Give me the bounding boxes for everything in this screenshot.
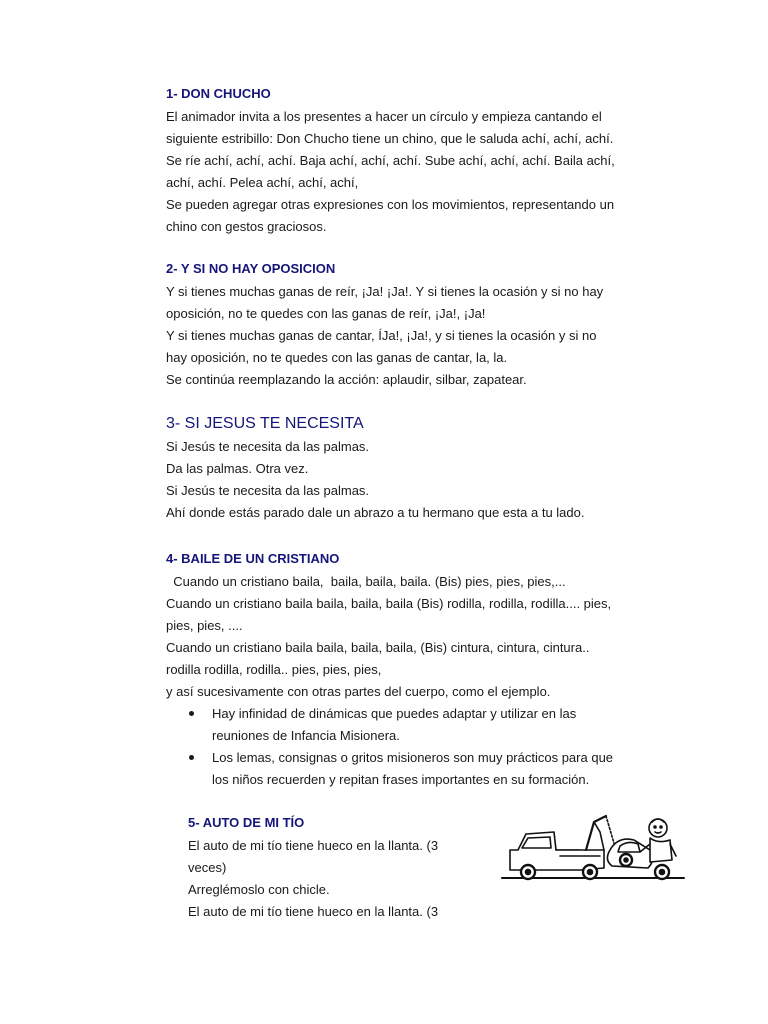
section-y-si-no-hay-oposicion <box>166 261 666 391</box>
text-line: y así sucesivamente con otras partes del cuerpo, como el ejemplo. <box>166 684 551 699</box>
text-line: siguiente estribillo: Don Chucho tiene un chino, que le saluda achí, achí, achí. <box>166 131 614 146</box>
text-line: Hay infinidad de dinámicas que puedes adaptar y utilizar en las <box>212 706 577 721</box>
text-line: hay oposición, no te quedes con las ganas de cantar, la, la. <box>166 350 508 365</box>
text-line: Y si tienes muchas ganas de cantar, ÍJa!, ¡Ja!, y si tienes la ocasión y si no <box>166 328 597 343</box>
text-line: Se continúa reemplazando la acción: aplaudir, silbar, zapatear. <box>166 372 527 387</box>
text-line: chino con gestos graciosos. <box>166 219 327 234</box>
section-si-jesus-te-necesita <box>166 414 666 524</box>
section-title: 3- SI JESUS TE NECESITA <box>166 415 364 432</box>
text-line: Cuando un cristiano baila, baila, baila, baila. (Bis) pies, pies, pies,... <box>166 574 566 589</box>
section-auto-de-mi-tio <box>188 815 488 923</box>
section-title: 5- AUTO DE MI TÍO <box>188 815 305 830</box>
text-line: Cuando un cristiano baila baila, baila, baila, (Bis) cintura, cintura, cintura.. <box>166 640 590 655</box>
tow-truck-icon <box>500 810 686 886</box>
text-line: veces) <box>188 860 227 875</box>
list-item <box>166 703 686 747</box>
text-line: Si Jesús te necesita da las palmas. <box>166 439 370 454</box>
text-line: Se pueden agregar otras expresiones con los movimientos, representando un <box>166 197 615 212</box>
text-line: Se ríe achí, achí, achí. Baja achí, achí, achí. Sube achí, achí, achí. Baila achí, <box>166 153 615 168</box>
list-item <box>166 747 686 791</box>
text-line: pies, pies, .... <box>166 618 243 633</box>
text-line: los niños recuerden y repitan frases importantes en su formación. <box>212 772 590 787</box>
text-line: Da las palmas. Otra vez. <box>166 461 309 476</box>
text-line: reuniones de Infancia Misionera. <box>212 728 400 743</box>
section-title: 4- BAILE DE UN CRISTIANO <box>166 551 340 566</box>
text-line: El animador invita a los presentes a hacer un círculo y empieza cantando el <box>166 109 602 124</box>
section-don-chucho <box>166 86 666 238</box>
text-line: Cuando un cristiano baila baila, baila, baila (Bis) rodilla, rodilla, rodilla.... pies, <box>166 596 612 611</box>
text-line: oposición, no te quedes con las ganas de reír, ¡Ja!, ¡Ja! <box>166 306 486 321</box>
section-title: 2- Y SI NO HAY OPOSICION <box>166 261 336 276</box>
text-line: Arreglémoslo con chicle. <box>188 882 330 897</box>
text-line: Y si tienes muchas ganas de reír, ¡Ja! ¡Ja!. Y si tienes la ocasión y si no hay <box>166 284 604 299</box>
text-line: achí, achí. Pelea achí, achí, achí, <box>166 175 359 190</box>
section-baile-de-un-cristiano <box>166 551 686 791</box>
text-line: El auto de mi tío tiene hueco en la llanta. (3 <box>188 838 439 853</box>
text-line: Los lemas, consignas o gritos misioneros son muy prácticos para que <box>212 750 614 765</box>
tips-list <box>166 703 686 791</box>
text-line: rodilla rodilla, rodilla.. pies, pies, pies, <box>166 662 382 677</box>
text-line: Ahí donde estás parado dale un abrazo a tu hermano que esta a tu lado. <box>166 505 585 520</box>
text-line: Si Jesús te necesita da las palmas. <box>166 483 370 498</box>
text-line: El auto de mi tío tiene hueco en la llanta. (3 <box>188 904 439 919</box>
section-title: 1- DON CHUCHO <box>166 86 271 101</box>
